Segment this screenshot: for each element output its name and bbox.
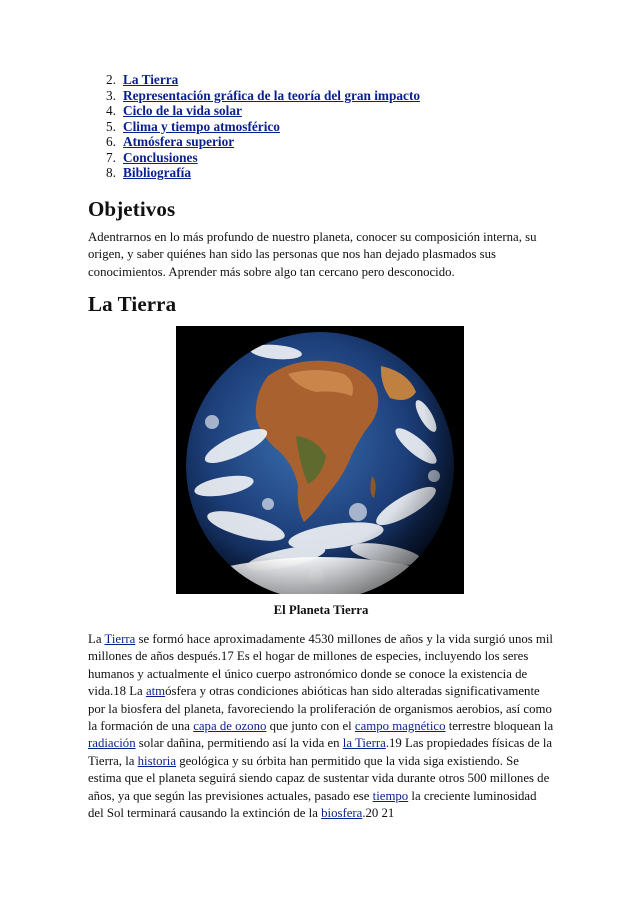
toc-link-gran-impacto[interactable]: Representación gráfica de la teoría del gran impacto: [123, 87, 421, 103]
table-of-contents: [92, 72, 420, 181]
toc-item: 4. Ciclo de la vida solar: [106, 103, 242, 118]
link-biosfera[interactable]: biosfera: [321, 806, 363, 821]
toc-link-clima[interactable]: Clima y tiempo atmosférico: [123, 118, 280, 134]
earth-globe-image: [176, 326, 464, 594]
la-tierra-paragraph: La Tierra se formó hace aproximadamente 4530 millones de años y la vida surgió unos mil millones de años después.17 Es el hogar de millones de especies, incluyendo los seres humanos y actualmente el único cuerpo astronómico donde se conoce la existencia de vida.18 La atmósfera y otras condiciones abióticas han sido alteradas significativamente por la biosfera del planeta, favoreciendo la proliferación de organismos aerobios, así como la formación de una capa de ozono que junto con el campo magnético terrestre bloquean la radiación solar dañina, permitiendo así la vida en la Tierra.19 Las propiedades físicas de la Tierra, la historia geológica y su órbita han permitido que la vida siga existiendo. Se estima que el planeta seguirá siendo capaz de sustentar vida durante otros 500 millones de años, ya que según las previsiones actuales, pasado ese tiempo la creciente luminosidad del Sol terminará causando la extinción de la biosfera.20 21: [88, 632, 554, 821]
earth-photo: [176, 326, 464, 594]
toc-link-atmosfera-superior[interactable]: Atmósfera superior: [123, 134, 235, 149]
toc-link-conclusiones[interactable]: Conclusiones: [123, 149, 198, 165]
link-atmosfera[interactable]: atm: [145, 684, 166, 699]
link-capa-de-ozono[interactable]: capa de ozono: [193, 719, 267, 734]
toc-link-bibliografia[interactable]: Bibliografía: [123, 165, 191, 180]
toc-item: 6. Atmósfera superior: [106, 134, 235, 149]
link-tiempo[interactable]: tiempo: [372, 788, 409, 803]
link-historia[interactable]: historia: [137, 753, 177, 768]
toc-link-la-tierra[interactable]: La Tierra: [123, 72, 179, 87]
toc-item: 7. Conclusiones: [106, 149, 198, 165]
image-caption: El Planeta Tierra: [273, 603, 369, 617]
link-radiacion[interactable]: radiación: [88, 736, 136, 751]
link-la-tierra[interactable]: la Tierra: [342, 736, 386, 751]
la-tierra-heading: La Tierra: [88, 292, 177, 316]
toc-item: 2. La Tierra: [106, 72, 179, 87]
link-tierra[interactable]: Tierra: [104, 632, 136, 646]
toc-item: 8. Bibliografía: [106, 165, 191, 180]
link-campo-magnetico[interactable]: campo magnético: [354, 719, 446, 734]
objetivos-paragraph: Adentrarnos en lo más profundo de nuestro planeta, conocer su composición interna, su origen, y saber quiénes han sido las personas que nos han dejado plasmados sus conocimientos. Aprender más sobre algo tan cercano pero desconocido.: [88, 230, 537, 279]
toc-item: 3. Representación gráfica de la teoría del gran impacto: [106, 87, 421, 103]
toc-item: 5. Clima y tiempo atmosférico: [106, 118, 280, 134]
objetivos-heading: Objetivos: [88, 197, 176, 221]
toc-link-ciclo-vida-solar[interactable]: Ciclo de la vida solar: [123, 103, 242, 118]
